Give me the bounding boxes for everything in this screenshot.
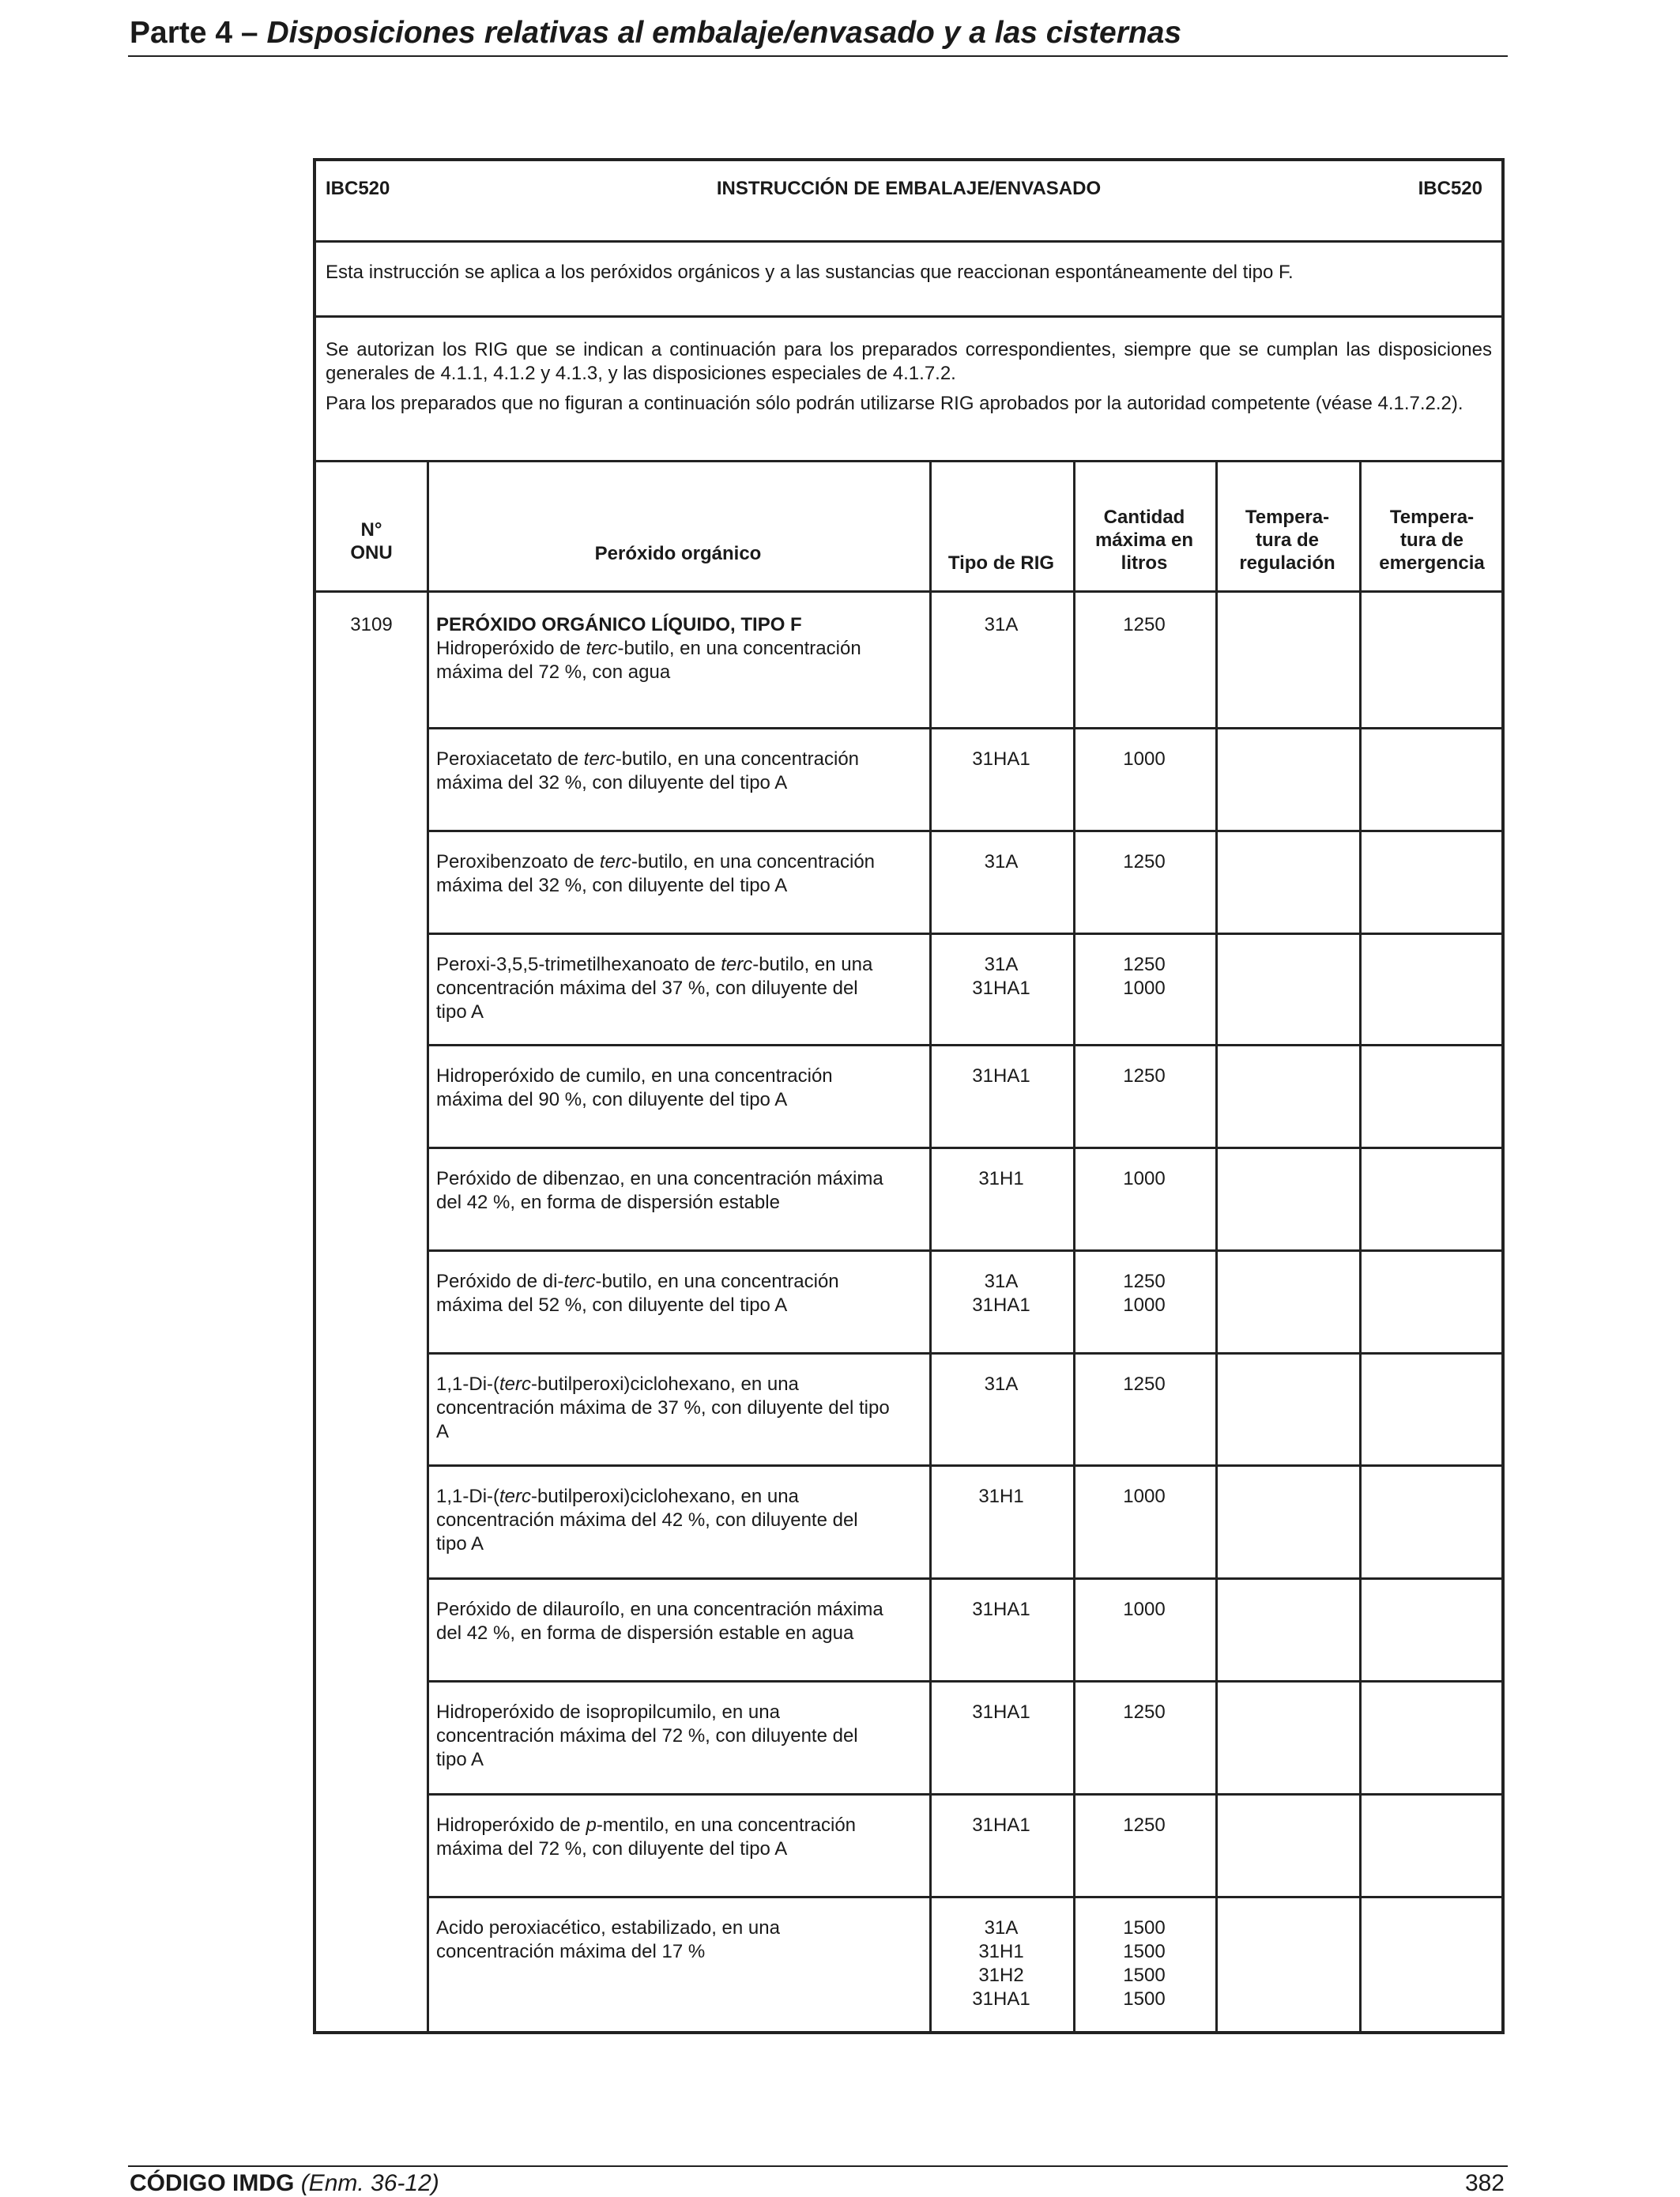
row-divider (427, 1249, 1501, 1252)
text-fragment: -butilo, en una concentración (617, 638, 861, 659)
description-line (436, 874, 923, 898)
description-line (436, 1396, 923, 1420)
text-fragment: Hidroperóxido de isopropilcumilo, en una (436, 1701, 780, 1723)
col-header-emergency-temperature (1359, 506, 1505, 575)
authorization-paragraph-1: Se autorizan los RIG que se indican a continuación para los preparados correspondientes, siempre que se cumplan las disposiciones generales de 4.1.1, 4.1.2 y 4.1.3, y las disposiciones especiales de 4.1.7.2. (326, 339, 1492, 384)
text-fragment: -mentilo, en una concentración (596, 1815, 857, 1836)
max-quantity-value: 1000 (1123, 1599, 1166, 1620)
ibc-type-value: 31HA1 (972, 1599, 1030, 1620)
footer-code-title: CÓDIGO IMDG (130, 2170, 295, 2196)
peroxide-description (436, 637, 923, 684)
description-line (436, 850, 923, 874)
description-line (436, 1065, 923, 1088)
page-header (128, 13, 1508, 57)
max-quantity (1073, 953, 1215, 1001)
ibc-type-value: 31HA1 (972, 1065, 1030, 1087)
max-quantity (1073, 850, 1215, 874)
peroxide-description (436, 1373, 923, 1444)
text-fragment: concentración máxima del 72 %, con diluyente del (436, 1725, 858, 1747)
ibc-type-value: 31HA1 (972, 1815, 1030, 1836)
italic-term: terc (599, 851, 631, 872)
max-quantity-value: 1000 (1123, 978, 1166, 999)
text-fragment: Hidroperóxido de cumilo, en una concentración (436, 1065, 833, 1087)
text-fragment: Peroxiacetato de (436, 748, 584, 770)
description-line (436, 1701, 923, 1724)
max-quantity-value: 1250 (1123, 954, 1166, 975)
row-divider (427, 1464, 1501, 1467)
max-quantity-value: 1250 (1123, 614, 1166, 635)
un-number: 3109 (350, 614, 393, 635)
max-quantity-value: 1500 (1123, 1941, 1166, 1962)
description-line (436, 1532, 923, 1556)
col-header-emergency-temperature-line: emergencia (1379, 552, 1485, 574)
max-quantity (1073, 1814, 1215, 1837)
instruction-title: INSTRUCCIÓN DE EMBALAJE/ENVASADO (716, 178, 1102, 199)
scope-text: Esta instrucción se aplica a los peróxidos orgánicos y a las sustancias que reaccionan espontáneamente del tipo F. (326, 262, 1294, 283)
ibc-type-value: 31A (984, 614, 1019, 635)
text-fragment: tipo A (436, 1001, 484, 1023)
text-fragment: Peróxido de dilauroílo, en una concentración máxima (436, 1599, 883, 1620)
text-fragment: concentración máxima del 17 % (436, 1941, 706, 1962)
text-fragment: 1,1-Di-( (436, 1374, 500, 1395)
max-quantity-value: 1250 (1123, 1271, 1166, 1292)
ibc-type-value: 31HA1 (972, 748, 1030, 770)
max-quantity-value: 1250 (1123, 1815, 1166, 1836)
description-line (436, 1294, 923, 1317)
col-header-control-temperature-line: Tempera- (1245, 507, 1330, 528)
ibc-type (929, 1814, 1073, 1837)
max-quantity-value: 1000 (1123, 1168, 1166, 1189)
description-line (436, 953, 923, 977)
peroxide-description (436, 1485, 923, 1556)
description-line (436, 1724, 923, 1748)
divider (316, 315, 1501, 318)
ibc-type-value: 31H1 (978, 1941, 1024, 1962)
text-fragment: -butilo, en una concentración (595, 1271, 839, 1292)
col-header-max-quantity-line: máxima en (1094, 529, 1194, 551)
col-header-max-quantity-line: litros (1121, 552, 1168, 574)
row-divider (427, 1896, 1501, 1898)
ibc-type-value: 31A (984, 954, 1019, 975)
peroxide-description (436, 850, 923, 898)
part-heading (130, 16, 1181, 51)
max-quantity (1073, 1065, 1215, 1088)
col-header-un-number-line: ONU (350, 542, 393, 563)
group-title: PERÓXIDO ORGÁNICO LÍQUIDO, TIPO F (436, 614, 802, 635)
text-fragment: A (436, 1421, 450, 1442)
text-fragment: concentración máxima de 37 %, con diluyente del tipo (436, 1397, 890, 1419)
text-fragment: tipo A (436, 1749, 484, 1770)
text-fragment: máxima del 90 %, con diluyente del tipo A (436, 1089, 788, 1110)
peroxide-description (436, 1167, 923, 1215)
max-quantity (1073, 1270, 1215, 1317)
max-quantity-value: 1000 (1123, 1486, 1166, 1507)
description-line (436, 637, 923, 661)
description-line (436, 1622, 923, 1645)
col-header-max-quantity (1073, 506, 1215, 575)
page-footer (128, 2165, 1508, 2196)
italic-term: p (586, 1815, 597, 1836)
description-line (436, 771, 923, 795)
ibc-type-value: 31H2 (978, 1965, 1024, 1986)
ibc-type (929, 748, 1073, 771)
max-quantity-value: 1500 (1123, 1917, 1166, 1939)
footer-amendment: (Enm. 36-12) (300, 2170, 439, 2196)
description-line (436, 1748, 923, 1772)
text-fragment: 1,1-Di-( (436, 1486, 500, 1507)
ibc-type-value: 31A (984, 1374, 1019, 1395)
max-quantity-value: 1500 (1123, 1965, 1166, 1986)
max-quantity (1073, 1485, 1215, 1509)
max-quantity-value: 1250 (1123, 851, 1166, 872)
col-header-un-number-line: N° (360, 519, 382, 541)
row-divider (427, 933, 1501, 935)
max-quantity-value: 1250 (1123, 1065, 1166, 1087)
row-divider (427, 830, 1501, 832)
ibc-type-value: 31A (984, 851, 1019, 872)
ibc-type-value: 31HA1 (972, 1294, 1030, 1316)
description-line (436, 1814, 923, 1837)
ibc-type-value: 31A (984, 1271, 1019, 1292)
description-line (436, 1373, 923, 1396)
authorization-paragraph-2: Para los preparados que no figuran a continuación sólo podrán utilizarse RIG aprobados por la autoridad competente (véase 4.1.7.2.2). (326, 393, 1463, 414)
row-divider (427, 1577, 1501, 1580)
ibc-type-value: 31H1 (978, 1486, 1024, 1507)
peroxide-description (436, 1065, 923, 1112)
text-fragment: concentración máxima del 37 %, con diluyente del (436, 978, 858, 999)
text-fragment: máxima del 32 %, con diluyente del tipo A (436, 772, 788, 793)
page-number: 382 (1464, 2170, 1505, 2196)
text-fragment: Acido peroxiacético, estabilizado, en una (436, 1917, 780, 1939)
row-divider (427, 1793, 1501, 1796)
text-fragment: máxima del 72 %, con diluyente del tipo A (436, 1838, 788, 1860)
text-fragment: -butilo, en una concentración (631, 851, 876, 872)
text-fragment: tipo A (436, 1533, 484, 1554)
max-quantity-value: 1250 (1123, 1701, 1166, 1723)
max-quantity (1073, 613, 1215, 637)
description-line (436, 661, 923, 684)
description-line (436, 1420, 923, 1444)
divider (316, 240, 1501, 243)
text-fragment: -butilo, en una (752, 954, 873, 975)
instruction-code-right: IBC520 (1418, 178, 1482, 199)
max-quantity (1073, 1916, 1215, 2011)
max-quantity (1073, 748, 1215, 771)
description-line (436, 977, 923, 1001)
italic-term: terc (721, 954, 753, 975)
description-line (436, 1001, 923, 1024)
peroxide-description (436, 1814, 923, 1861)
text-fragment: máxima del 72 %, con agua (436, 661, 671, 683)
ibc-type (929, 1598, 1073, 1622)
col-header-control-temperature-line: tura de (1255, 529, 1319, 551)
text-fragment: del 42 %, en forma de dispersión estable en agua (436, 1622, 854, 1644)
max-quantity (1073, 1373, 1215, 1396)
max-quantity-value: 1000 (1123, 748, 1166, 770)
ibc-type-value: 31A (984, 1917, 1019, 1939)
col-header-control-temperature-line: regulación (1239, 552, 1335, 574)
text-fragment: -butilo, en una concentración (615, 748, 860, 770)
ibc-type (929, 1373, 1073, 1396)
packing-instruction-table (313, 158, 1505, 2034)
peroxide-description (436, 1598, 923, 1645)
text-fragment: Peróxido de dibenzao, en una concentración máxima (436, 1168, 883, 1189)
row-divider (427, 1044, 1501, 1046)
description-line (436, 1509, 923, 1532)
divider (316, 460, 1501, 462)
description-line (436, 1270, 923, 1294)
col-header-max-quantity-line: Cantidad (1103, 507, 1185, 528)
peroxide-description (436, 953, 923, 1024)
row-divider (427, 1147, 1501, 1149)
ibc-type (929, 613, 1073, 637)
col-header-emergency-temperature-line: Tempera- (1389, 507, 1475, 528)
ibc-type (929, 1916, 1073, 2011)
text-fragment: Peroxi-3,5,5-trimetilhexanoato de (436, 954, 721, 975)
ibc-type (929, 1485, 1073, 1509)
ibc-type-value: 31H1 (978, 1168, 1024, 1189)
italic-term: terc (499, 1374, 532, 1395)
ibc-type (929, 1167, 1073, 1191)
description-line (436, 1940, 923, 1964)
row-divider (427, 1680, 1501, 1683)
description-line (436, 1598, 923, 1622)
part-subtitle: Disposiciones relativas al embalaje/envasado y a las cisternas (266, 16, 1182, 50)
text-fragment: Peroxibenzoato de (436, 851, 600, 872)
max-quantity (1073, 1598, 1215, 1622)
peroxide-description (436, 1916, 923, 1964)
col-header-peroxide: Peróxido orgánico (594, 543, 762, 564)
description-line (436, 1191, 923, 1215)
description-line (436, 1167, 923, 1191)
max-quantity-value: 1500 (1123, 1988, 1166, 2010)
description-line (436, 1916, 923, 1940)
description-line (436, 1088, 923, 1112)
ibc-type (929, 1270, 1073, 1317)
col-header-emergency-temperature-line: tura de (1399, 529, 1463, 551)
peroxide-description (436, 1701, 923, 1772)
text-fragment: máxima del 32 %, con diluyente del tipo A (436, 875, 788, 896)
ibc-type (929, 1065, 1073, 1088)
ibc-type-value: 31HA1 (972, 1988, 1030, 2010)
max-quantity-value: 1000 (1123, 1294, 1166, 1316)
row-divider (427, 1352, 1501, 1355)
description-line (436, 748, 923, 771)
italic-term: terc (499, 1486, 532, 1507)
max-quantity (1073, 1167, 1215, 1191)
max-quantity-value: 1250 (1123, 1374, 1166, 1395)
text-fragment: del 42 %, en forma de dispersión estable (436, 1192, 780, 1213)
italic-term: terc (586, 638, 618, 659)
ibc-type (929, 953, 1073, 1001)
text-fragment: Hidroperóxido de (436, 1815, 586, 1836)
text-fragment: Peróxido de di- (436, 1271, 564, 1292)
peroxide-description (436, 1270, 923, 1317)
ibc-type-value: 31HA1 (972, 978, 1030, 999)
instruction-code-left: IBC520 (326, 178, 390, 199)
description-line (436, 1837, 923, 1861)
text-fragment: Hidroperóxido de (436, 638, 586, 659)
ibc-type (929, 850, 1073, 874)
italic-term: terc (583, 748, 616, 770)
ibc-type-value: 31HA1 (972, 1701, 1030, 1723)
max-quantity (1073, 1701, 1215, 1724)
text-fragment: -butilperoxi)ciclohexano, en una (531, 1486, 799, 1507)
col-header-un-number (316, 518, 427, 564)
ibc-type (929, 1701, 1073, 1724)
col-header-control-temperature (1215, 506, 1359, 575)
part-label: Parte 4 – (130, 16, 267, 50)
text-fragment: -butilperoxi)ciclohexano, en una (531, 1374, 799, 1395)
peroxide-description (436, 748, 923, 795)
footer-code (130, 2170, 439, 2197)
row-divider (427, 727, 1501, 729)
italic-term: terc (563, 1271, 596, 1292)
divider (316, 590, 1501, 593)
text-fragment: máxima del 52 %, con diluyente del tipo A (436, 1294, 788, 1316)
text-fragment: concentración máxima del 42 %, con diluyente del (436, 1509, 858, 1531)
description-line (436, 1485, 923, 1509)
col-header-ibc-type: Tipo de RIG (947, 552, 1055, 574)
